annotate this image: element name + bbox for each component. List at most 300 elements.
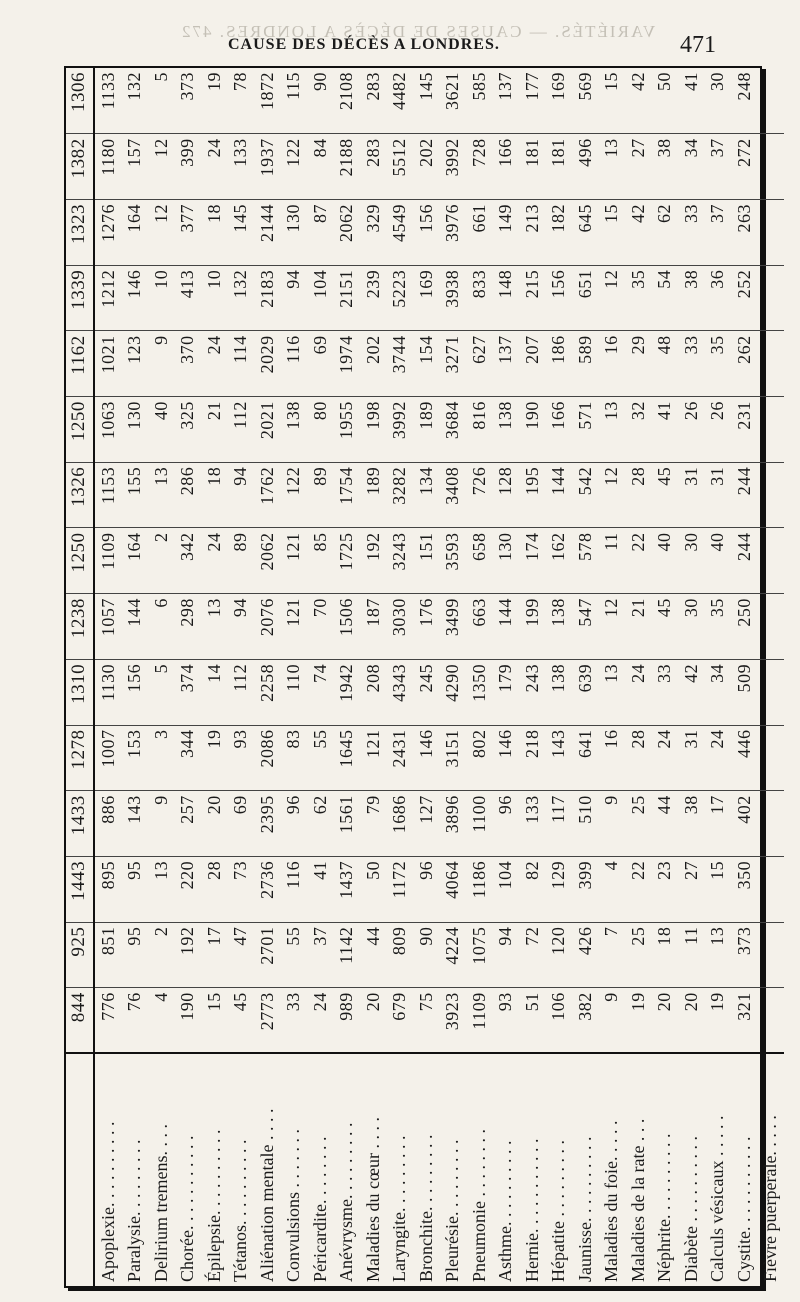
- cell-value: 145: [415, 72, 436, 101]
- row-label: Laryngite. . . . . . . . .: [386, 1053, 413, 1286]
- cell-value: 154: [413, 331, 440, 397]
- cell-value: 542: [572, 462, 599, 528]
- cell-value: 42: [678, 659, 705, 725]
- cell-value: 45: [651, 462, 678, 528]
- cell-value: 3992: [386, 397, 413, 463]
- table-row: [94, 68, 122, 1286]
- cell-value: 24: [201, 134, 228, 200]
- row-label: Jaunisse. . . . . . . . . .: [572, 1053, 599, 1286]
- table-row: [625, 68, 652, 1286]
- cell-value: 32: [625, 397, 652, 463]
- cell-value: 96: [413, 856, 440, 922]
- cell-value: 3030: [386, 594, 413, 660]
- cell-value: 3408: [439, 462, 466, 528]
- cell-value: 19: [704, 988, 731, 1054]
- cell-value: [757, 659, 784, 725]
- cell-value: 426: [572, 922, 599, 988]
- cell-value: 145: [227, 200, 254, 266]
- cell-value: 1433: [66, 791, 94, 857]
- cell-value: 38: [651, 134, 678, 200]
- row-label: Maladies du foie. . . . .: [598, 1053, 625, 1286]
- cell-value: 215: [519, 265, 546, 331]
- cell-value: 164: [121, 200, 148, 266]
- cell-value: 143: [121, 791, 148, 857]
- row-label: Paralysie. . . . . . . . .: [121, 1053, 148, 1286]
- cell-value: 27: [678, 856, 705, 922]
- cell-value: 1754: [333, 462, 360, 528]
- cell-value: 2144: [254, 200, 281, 266]
- cell-value: 2076: [254, 594, 281, 660]
- cell-value: 25: [625, 791, 652, 857]
- cell-value: 1762: [254, 462, 281, 528]
- cell-value: 123: [121, 331, 148, 397]
- cell-value: 329: [360, 200, 387, 266]
- cell-value: 177: [521, 72, 542, 101]
- cell-value: 189: [413, 397, 440, 463]
- cell-value: 202: [413, 134, 440, 200]
- cell-value: 283: [362, 72, 383, 101]
- cell-value: 33: [651, 659, 678, 725]
- table-row: [678, 68, 705, 1286]
- cell-value: 122: [280, 134, 307, 200]
- table-row: [121, 68, 148, 1286]
- cell-value: 192: [360, 528, 387, 594]
- table-row: [307, 68, 334, 1286]
- cell-value: 509: [731, 659, 758, 725]
- cell-value: 250: [731, 594, 758, 660]
- row-label: Anévrysme. . . . . . . . .: [333, 1053, 360, 1286]
- row-label: Néphrite. . . . . . . . . .: [651, 1053, 678, 1286]
- cell-value: 3271: [439, 331, 466, 397]
- cell-value: 1007: [94, 725, 122, 791]
- cell-value: 571: [572, 397, 599, 463]
- row-label: Hépatite . . . . . . . . .: [545, 1053, 572, 1286]
- cell-value: 75: [413, 988, 440, 1054]
- table-row: [360, 68, 387, 1286]
- cell-value: 569: [574, 72, 595, 101]
- cell-value: 127: [413, 791, 440, 857]
- cell-value: 1278: [66, 725, 94, 791]
- cell-value: 73: [227, 856, 254, 922]
- table-frame: [64, 66, 780, 1288]
- cell-value: 132: [124, 72, 144, 101]
- cell-value: 9: [148, 791, 175, 857]
- cell-value: 12: [148, 200, 175, 266]
- cell-value: 14: [201, 659, 228, 725]
- table-row: [227, 68, 254, 1286]
- cell-value: 34: [704, 659, 731, 725]
- cell-value: 138: [492, 397, 519, 463]
- cell-value: 641: [572, 725, 599, 791]
- cell-value: [757, 988, 784, 1054]
- table-row: [492, 68, 519, 1286]
- cell-value: 28: [625, 725, 652, 791]
- cell-value: 4290: [439, 659, 466, 725]
- cell-value: 2431: [386, 725, 413, 791]
- cell-value: 3923: [439, 988, 466, 1054]
- cell-value: 679: [386, 988, 413, 1054]
- cell-value: 1130: [94, 659, 122, 725]
- cell-value: 18: [651, 922, 678, 988]
- cell-value: 24: [651, 725, 678, 791]
- cell-value: [757, 856, 784, 922]
- cell-value: 728: [466, 134, 493, 200]
- cell-value: 169: [413, 265, 440, 331]
- cell-value: 1725: [333, 528, 360, 594]
- cell-value: 20: [651, 988, 678, 1054]
- cell-value: 1937: [254, 134, 281, 200]
- cell-value: 3499: [439, 594, 466, 660]
- cell-value: 186: [545, 331, 572, 397]
- cell-value: 12: [598, 594, 625, 660]
- cell-value: 24: [704, 725, 731, 791]
- cell-value: 38: [678, 791, 705, 857]
- cell-value: 402: [731, 791, 758, 857]
- table-row: [731, 68, 758, 1286]
- cell-value: 130: [492, 528, 519, 594]
- cell-value: 94: [492, 922, 519, 988]
- cell-value: 11: [598, 528, 625, 594]
- cell-value: 19: [203, 72, 224, 91]
- row-label: Bronchite. . . . . . . . .: [413, 1053, 440, 1286]
- cell-value: 2: [148, 528, 175, 594]
- cell-value: 377: [174, 200, 201, 266]
- cell-value: 263: [731, 200, 758, 266]
- cell-value: 15: [598, 200, 625, 266]
- cell-value: 151: [413, 528, 440, 594]
- cell-value: 1382: [66, 134, 94, 200]
- cell-value: 24: [625, 659, 652, 725]
- cell-value: 17: [201, 922, 228, 988]
- cell-value: 10: [201, 265, 228, 331]
- cell-value: 547: [572, 594, 599, 660]
- cell-value: 257: [174, 791, 201, 857]
- cell-value: 3243: [386, 528, 413, 594]
- rotated-table-wrapper: [66, 68, 780, 1286]
- cell-value: 342: [174, 528, 201, 594]
- cell-value: 20: [360, 988, 387, 1054]
- cell-value: 132: [227, 265, 254, 331]
- cell-value: 41: [307, 856, 334, 922]
- cell-value: 93: [227, 725, 254, 791]
- cell-value: 41: [651, 397, 678, 463]
- cell-value: 510: [572, 791, 599, 857]
- cell-value: 156: [545, 265, 572, 331]
- cell-value: 218: [519, 725, 546, 791]
- cell-value: 114: [227, 331, 254, 397]
- cell-value: 84: [307, 134, 334, 200]
- cell-value: 121: [360, 725, 387, 791]
- cell-value: 925: [66, 922, 94, 988]
- cell-value: 130: [280, 200, 307, 266]
- cell-value: 12: [148, 134, 175, 200]
- cell-value: 87: [307, 200, 334, 266]
- cell-value: 3593: [439, 528, 466, 594]
- cell-value: 374: [174, 659, 201, 725]
- cell-value: 3744: [386, 331, 413, 397]
- cell-value: 1172: [386, 856, 413, 922]
- cell-value: 106: [545, 988, 572, 1054]
- cell-value: 89: [307, 462, 334, 528]
- table-row: [466, 68, 493, 1286]
- row-label: Calculs vésicaux . . . . .: [704, 1053, 731, 1286]
- cell-value: 41: [680, 72, 701, 91]
- cell-value: 2029: [254, 331, 281, 397]
- cell-value: 156: [413, 200, 440, 266]
- cell-value: 2701: [254, 922, 281, 988]
- cell-value: 809: [386, 922, 413, 988]
- cell-value: 1942: [333, 659, 360, 725]
- cell-value: 802: [466, 725, 493, 791]
- cell-value: 578: [572, 528, 599, 594]
- cell-value: 189: [360, 462, 387, 528]
- cell-value: 3976: [439, 200, 466, 266]
- cell-value: [757, 528, 784, 594]
- cell-value: 886: [94, 791, 122, 857]
- cell-value: 1109: [466, 988, 493, 1054]
- cell-value: 146: [492, 725, 519, 791]
- cell-value: 2151: [333, 265, 360, 331]
- cell-value: 286: [174, 462, 201, 528]
- cell-value: 94: [280, 265, 307, 331]
- cell-value: 26: [678, 397, 705, 463]
- cell-value: 25: [625, 922, 652, 988]
- cell-value: 298: [174, 594, 201, 660]
- cell-value: 1437: [333, 856, 360, 922]
- cell-value: 13: [704, 922, 731, 988]
- cell-value: 28: [201, 856, 228, 922]
- cell-value: 399: [572, 856, 599, 922]
- cell-value: 90: [309, 72, 330, 91]
- cell-value: 12: [598, 265, 625, 331]
- cell-value: [757, 462, 784, 528]
- cell-value: 31: [678, 725, 705, 791]
- cell-value: 1075: [466, 922, 493, 988]
- cell-value: 82: [519, 856, 546, 922]
- row-label: Pneumonie . . . . . . . .: [466, 1053, 493, 1286]
- cell-value: 143: [545, 725, 572, 791]
- cell-value: 2086: [254, 725, 281, 791]
- cell-value: 231: [731, 397, 758, 463]
- cell-value: 17: [704, 791, 731, 857]
- cell-value: 3282: [386, 462, 413, 528]
- cell-value: 115: [283, 72, 303, 100]
- cell-value: 1306: [66, 68, 94, 134]
- cell-value: 18: [201, 462, 228, 528]
- cell-value: 989: [333, 988, 360, 1054]
- table-row: [704, 68, 731, 1286]
- cell-value: 13: [598, 397, 625, 463]
- cell-value: 24: [307, 988, 334, 1054]
- row-label: Fièvre puerpérale. . . . .: [757, 1053, 784, 1286]
- cell-value: 1350: [466, 659, 493, 725]
- cell-value: 138: [545, 659, 572, 725]
- cell-value: 3992: [439, 134, 466, 200]
- cell-value: 21: [625, 594, 652, 660]
- cell-value: 47: [227, 922, 254, 988]
- cell-value: 1339: [66, 265, 94, 331]
- cell-value: 496: [572, 134, 599, 200]
- cell-value: 651: [572, 265, 599, 331]
- cell-value: 146: [121, 265, 148, 331]
- cell-value: 12: [598, 462, 625, 528]
- table-row: [254, 68, 281, 1286]
- cell-value: 45: [651, 594, 678, 660]
- cell-value: 21: [201, 397, 228, 463]
- cell-value: 27: [625, 134, 652, 200]
- table-row: [757, 68, 784, 1286]
- cell-value: 37: [704, 200, 731, 266]
- cell-value: 9: [598, 988, 625, 1054]
- cell-value: 164: [121, 528, 148, 594]
- page-number: 471: [680, 32, 716, 58]
- cell-value: 1974: [333, 331, 360, 397]
- cell-value: 382: [572, 988, 599, 1054]
- cell-value: 30: [707, 72, 727, 91]
- cell-value: 1021: [94, 331, 122, 397]
- cell-value: 11: [678, 922, 705, 988]
- cell-value: 24: [201, 528, 228, 594]
- cell-value: 62: [307, 791, 334, 857]
- cell-value: 116: [280, 856, 307, 922]
- cell-value: 9: [148, 331, 175, 397]
- cell-value: 190: [519, 397, 546, 463]
- table-row: [545, 68, 572, 1286]
- cell-value: 120: [545, 922, 572, 988]
- cell-value: 321: [731, 988, 758, 1054]
- cell-value: [757, 397, 784, 463]
- cell-value: 13: [148, 856, 175, 922]
- row-label: Cystite. . . . . . . . . . .: [731, 1053, 758, 1286]
- cell-value: 153: [121, 725, 148, 791]
- cell-value: 244: [731, 462, 758, 528]
- cell-value: 5: [148, 659, 175, 725]
- table-body: [66, 68, 784, 1286]
- cell-value: 833: [466, 265, 493, 331]
- cell-value: 3: [148, 725, 175, 791]
- cell-value: 51: [519, 988, 546, 1054]
- cell-value: 373: [731, 922, 758, 988]
- cell-value: 4343: [386, 659, 413, 725]
- cell-value: 272: [731, 134, 758, 200]
- table-row: [439, 68, 466, 1286]
- cell-value: 1326: [66, 462, 94, 528]
- row-label: Aliénation mentale . . . .: [254, 1053, 281, 1286]
- cell-value: 104: [307, 265, 334, 331]
- table-row: [386, 68, 413, 1286]
- cell-value: 207: [519, 331, 546, 397]
- cell-value: 35: [625, 265, 652, 331]
- cell-value: 3684: [439, 397, 466, 463]
- cell-value: 1276: [94, 200, 122, 266]
- cell-value: 157: [121, 134, 148, 200]
- cell-value: 1443: [66, 856, 94, 922]
- cell-value: 3151: [439, 725, 466, 791]
- cell-value: 138: [280, 397, 307, 463]
- cell-value: 129: [545, 856, 572, 922]
- cell-value: 1133: [97, 72, 118, 110]
- cell-value: 176: [413, 594, 440, 660]
- cell-value: [757, 134, 784, 200]
- table-row: [174, 68, 201, 1286]
- cell-value: 96: [280, 791, 307, 857]
- cell-value: 2062: [254, 528, 281, 594]
- cell-value: 252: [731, 265, 758, 331]
- cell-value: 122: [280, 462, 307, 528]
- cell-value: 851: [94, 922, 122, 988]
- cell-value: 104: [492, 856, 519, 922]
- cell-value: 2062: [333, 200, 360, 266]
- cell-value: 50: [654, 72, 674, 91]
- cell-value: 44: [651, 791, 678, 857]
- cell-value: 658: [466, 528, 493, 594]
- cell-value: 1872: [256, 72, 277, 110]
- cell-value: 144: [121, 594, 148, 660]
- cell-value: 55: [307, 725, 334, 791]
- cell-value: 144: [492, 594, 519, 660]
- cell-value: 5: [150, 72, 171, 82]
- cell-value: 1180: [94, 134, 122, 200]
- cell-value: 3896: [439, 791, 466, 857]
- cell-value: 28: [625, 462, 652, 528]
- cell-value: 133: [227, 134, 254, 200]
- row-label: Diabète . . . . . . . . . .: [678, 1053, 705, 1286]
- cell-value: 182: [545, 200, 572, 266]
- cell-value: 33: [678, 200, 705, 266]
- cell-value: 36: [704, 265, 731, 331]
- cell-value: 30: [678, 594, 705, 660]
- cell-value: 370: [174, 331, 201, 397]
- cell-value: 20: [201, 791, 228, 857]
- bleed-through-text: VARIÉTÉS. — CAUSES DE DÉCÈS A LONDRES. 472: [180, 22, 656, 41]
- cell-value: 19: [201, 725, 228, 791]
- cell-value: [757, 922, 784, 988]
- cell-value: 4549: [386, 200, 413, 266]
- cell-value: 181: [519, 134, 546, 200]
- row-label: Delirium tremens. . . .: [148, 1053, 175, 1286]
- cell-value: 148: [492, 265, 519, 331]
- cell-value: 37: [307, 922, 334, 988]
- cell-value: 1310: [66, 659, 94, 725]
- cell-value: 413: [174, 265, 201, 331]
- cell-value: 29: [625, 331, 652, 397]
- cell-value: [757, 68, 784, 134]
- cell-value: 19: [625, 988, 652, 1054]
- cell-value: 243: [519, 659, 546, 725]
- total-row: [66, 68, 94, 1286]
- cell-value: 1955: [333, 397, 360, 463]
- cell-value: 3621: [442, 72, 462, 110]
- cell-value: 78: [230, 72, 250, 91]
- cell-value: 16: [598, 725, 625, 791]
- row-label: Pleurésie. . . . . . . . .: [439, 1053, 466, 1286]
- cell-value: 1506: [333, 594, 360, 660]
- cell-value: 34: [678, 134, 705, 200]
- cell-value: 174: [519, 528, 546, 594]
- cell-value: 137: [492, 331, 519, 397]
- table-row: [333, 68, 360, 1286]
- cell-value: 344: [174, 725, 201, 791]
- cell-value: 776: [94, 988, 122, 1054]
- page-header: [0, 0, 800, 70]
- cell-value: 202: [360, 331, 387, 397]
- cell-value: 4224: [439, 922, 466, 988]
- cell-value: 76: [121, 988, 148, 1054]
- cell-value: 208: [360, 659, 387, 725]
- cell-value: 31: [678, 462, 705, 528]
- cell-value: 4: [598, 856, 625, 922]
- cell-value: 62: [651, 200, 678, 266]
